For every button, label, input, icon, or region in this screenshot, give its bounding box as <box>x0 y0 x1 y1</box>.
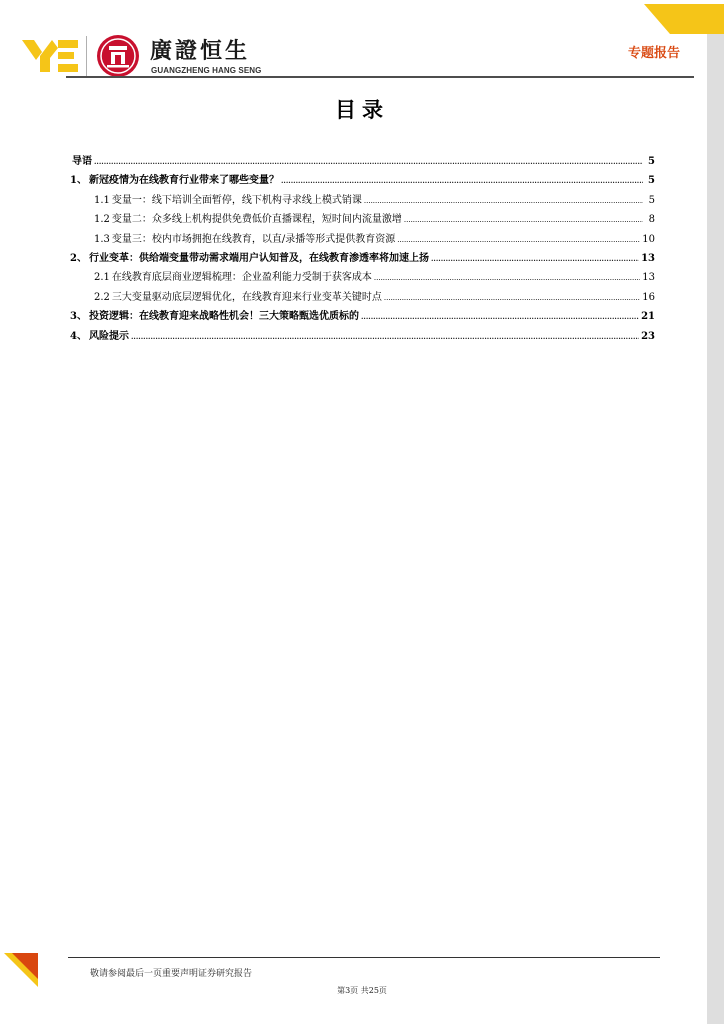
seal-icon <box>96 34 140 78</box>
toc-entry-number: 3、 <box>70 311 87 323</box>
toc-entry-page: 5 <box>648 156 655 167</box>
toc-entry[interactable] <box>70 288 655 307</box>
toc-entry[interactable] <box>70 268 655 287</box>
brand-name-en: GUANGZHENG HANG SENG <box>151 66 262 75</box>
toc-entry-page: 13 <box>642 272 655 284</box>
toc-entry-page: 21 <box>641 311 655 323</box>
header-rule <box>66 76 694 78</box>
toc-entry-page: 10 <box>642 233 655 245</box>
toc-entry-text: 变量二：众多线上机构提供免费低价直播课程，短时间内流量激增 <box>111 214 402 226</box>
corner-triangle-icon <box>644 4 724 34</box>
toc-entry-number: 2.2 <box>94 291 110 303</box>
footer-disclaimer: 敬请参阅最后一页重要声明证券研究报告 <box>90 969 253 979</box>
toc-entry[interactable] <box>70 171 655 190</box>
toc-entry-text: 变量一：线下培训全面暂停，线下机构寻求线上模式销课 <box>111 194 362 206</box>
corner-triangle-icon <box>4 953 38 987</box>
toc-dot-leader <box>374 272 640 283</box>
toc-entry-text: 行业变革：供给端变量带动需求端用户认知普及，在线教育渗透率将加速上扬 <box>88 252 429 264</box>
toc-dot-leader <box>384 292 640 303</box>
toc-entry[interactable] <box>70 230 655 249</box>
toc-entry-text: 在线教育底层商业逻辑梳理：企业盈利能力受制于获客成本 <box>111 272 372 284</box>
toc-entry-number: 2.1 <box>94 272 110 284</box>
toc-entry-text: 投资逻辑：在线教育迎来战略性机会！三大策略甄选优质标的 <box>88 311 359 323</box>
footer-rule <box>68 957 660 958</box>
table-of-contents <box>70 152 655 346</box>
toc-entry-number: 1.1 <box>94 194 110 206</box>
toc-entry-text: 导语 <box>72 156 92 167</box>
report-type-label: 专题报告 <box>628 46 681 61</box>
page-number: 第3页 共25页 <box>337 986 387 995</box>
toc-entry[interactable] <box>70 210 655 229</box>
toc-entry-number: 1、 <box>70 175 87 187</box>
page-title: 目录 <box>335 98 389 122</box>
ye-logo-icon <box>22 38 78 74</box>
toc-dot-leader <box>364 195 643 206</box>
toc-entry[interactable] <box>70 191 655 210</box>
toc-entry-page: 8 <box>648 214 655 226</box>
toc-entry-text: 新冠疫情为在线教育行业带来了哪些变量？ <box>88 175 279 187</box>
toc-entry-number: 1.2 <box>94 214 110 226</box>
toc-entry[interactable] <box>70 152 655 171</box>
toc-entry-page: 5 <box>648 194 655 206</box>
toc-entry-page: 13 <box>641 252 655 264</box>
toc-dot-leader <box>94 156 643 167</box>
toc-dot-leader <box>404 214 643 225</box>
toc-dot-leader <box>361 311 639 322</box>
toc-entry[interactable] <box>70 307 655 326</box>
toc-entry-page: 5 <box>648 175 655 187</box>
toc-entry-number: 1.3 <box>94 233 110 245</box>
toc-entry-page: 16 <box>642 291 655 303</box>
toc-entry-text: 三大变量驱动底层逻辑优化，在线教育迎来行业变革关键时点 <box>111 291 382 303</box>
toc-entry[interactable] <box>70 249 655 268</box>
toc-entry-number: 2、 <box>70 252 87 264</box>
toc-entry-number: 4、 <box>70 330 87 342</box>
toc-entry-text: 风险提示 <box>88 330 129 342</box>
toc-dot-leader <box>281 175 643 186</box>
toc-entry[interactable] <box>70 327 655 346</box>
brand-name-cn: 廣證恒生 <box>150 39 251 64</box>
toc-entry-text: 变量三：校内市场拥抱在线教育，以直/录播等形式提供教育资源 <box>111 233 396 245</box>
right-sidebar-bar <box>707 34 724 1024</box>
toc-dot-leader <box>397 234 640 245</box>
toc-entry-page: 23 <box>641 330 655 342</box>
toc-dot-leader <box>131 331 639 342</box>
logo-divider <box>86 36 87 76</box>
toc-dot-leader <box>431 253 639 264</box>
